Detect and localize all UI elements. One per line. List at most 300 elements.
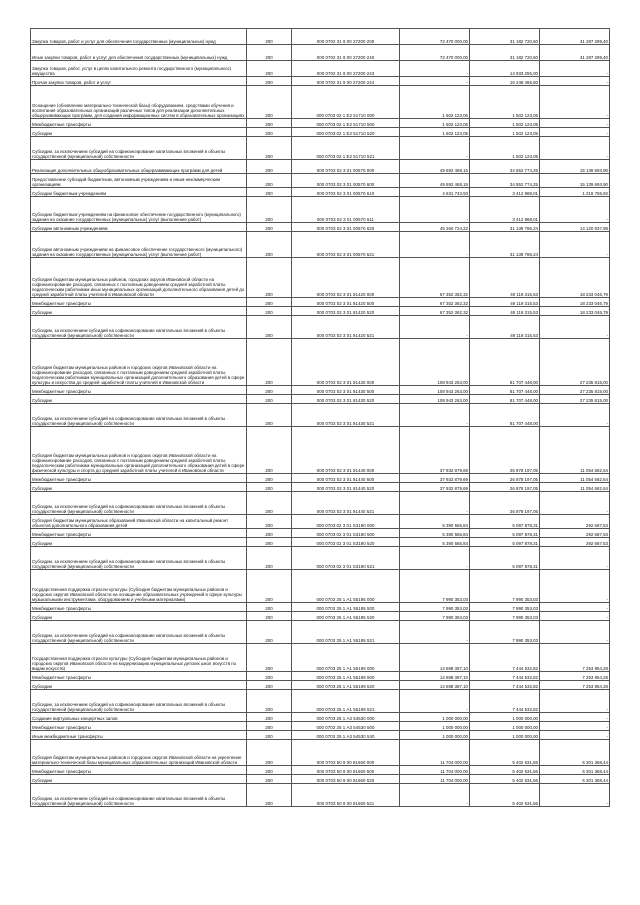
line-code-cell: 200: [247, 160, 292, 174]
approved-amount-cell: 67 352 362,32: [400, 298, 470, 307]
line-code-cell: 200: [247, 61, 292, 77]
table-row: [31, 766, 610, 775]
row-name-cell: Субсидии, за исключением субсидий на софинансирование капитальных вложений в объекты государственной (муниципальной) собственности: [31, 404, 247, 427]
table-row: [31, 570, 610, 603]
table-row: [31, 644, 610, 672]
line-code-cell: 200: [247, 386, 292, 395]
approved-amount-cell: 7 990 353,03: [400, 603, 470, 612]
table-row: [31, 223, 610, 232]
budget-code-cell: 000 0703 02 1 Е2 51710 521: [292, 137, 400, 160]
line-code-cell: 200: [247, 232, 292, 258]
executed-amount-cell: 31 182 720,60: [470, 45, 540, 61]
table-row: [31, 603, 610, 612]
budget-code-cell: 000 0703 02 3 01 81430 520: [292, 395, 400, 404]
executed-amount-cell: 5 097 878,31: [470, 547, 540, 570]
row-name-cell: Реализация дополнительных общеобразовательных общеразвивающих программ для детей: [31, 160, 247, 174]
row-name-cell: Субсидии, за исключением субсидий на софинансирование капитальных вложений в объекты государственной (муниципальной) собственности: [31, 316, 247, 339]
line-code-cell: 200: [247, 316, 292, 339]
executed-amount-cell: 34 552 774,25: [470, 174, 540, 188]
approved-amount-cell: 1 502 123,05: [400, 86, 470, 119]
budget-code-cell: 000 0703 02 3 01 81440 521: [292, 492, 400, 515]
executed-amount-cell: 7 444 532,82: [470, 690, 540, 713]
line-code-cell: 200: [247, 538, 292, 547]
line-code-cell: 200: [247, 713, 292, 722]
executed-amount-cell: 26 878 197,05: [470, 427, 540, 474]
table-row: [31, 784, 610, 807]
line-code-cell: 200: [247, 621, 292, 644]
budget-code-cell: 000 0703 25 1 А1 55199 000: [292, 644, 400, 672]
executed-amount-cell: 5 402 631,56: [470, 740, 540, 766]
executed-amount-cell: 1 000 000,00: [470, 731, 540, 740]
line-code-cell: 200: [247, 731, 292, 740]
budget-code-cell: 000 0703 02 3 01 00570 621: [292, 232, 400, 258]
budget-code-cell: 000 0703 25 1 А1 55199 520: [292, 681, 400, 690]
line-code-cell: 200: [247, 492, 292, 515]
row-name-cell: Субсидии, за исключением субсидий на софинансирование капитальных вложений в объекты государственной (муниципальной) собственности: [31, 690, 247, 713]
budget-code-cell: 000 0702 31 9 00 27200 244: [292, 77, 400, 86]
budget-code-cell: 000 0703 02 3 01 81440 500: [292, 474, 400, 483]
row-name-cell: Субсидии: [31, 775, 247, 784]
budget-code-cell: 000 0703 02 3 01 81420 000: [292, 258, 400, 298]
row-name-cell: Межбюджетные трансферты: [31, 298, 247, 307]
table-row: [31, 197, 610, 223]
unexecuted-amount-cell: -: [540, 547, 610, 570]
budget-code-cell: 000 0703 02 1 Е2 51710 520: [292, 128, 400, 137]
approved-amount-cell: -: [400, 61, 470, 77]
table-row: [31, 538, 610, 547]
table-row: [31, 395, 610, 404]
row-name-cell: Субсидии, за исключением субсидий на софинансирование капитальных вложений в объекты государственной (муниципальной) собственности: [31, 784, 247, 807]
executed-amount-cell: 34 552 774,25: [470, 160, 540, 174]
unexecuted-amount-cell: -: [540, 86, 610, 119]
unexecuted-amount-cell: 41 287 289,40: [540, 45, 610, 61]
unexecuted-amount-cell: 11 054 682,64: [540, 474, 610, 483]
budget-code-cell: 000 0703 50 9 00 81660 000: [292, 740, 400, 766]
approved-amount-cell: -: [400, 621, 470, 644]
unexecuted-amount-cell: -: [540, 61, 610, 77]
unexecuted-amount-cell: 7 253 854,28: [540, 644, 610, 672]
table-row: [31, 731, 610, 740]
approved-amount-cell: 72 470 000,00: [400, 29, 470, 45]
unexecuted-amount-cell: -: [540, 784, 610, 807]
unexecuted-amount-cell: 41 287 289,40: [540, 29, 610, 45]
budget-code-cell: 000 0703 02 3 01 S3190 500: [292, 529, 400, 538]
table-row: [31, 713, 610, 722]
budget-code-cell: 000 0703 25 1 А1 55199 500: [292, 672, 400, 681]
approved-amount-cell: 5 390 565,84: [400, 538, 470, 547]
table-row: [31, 672, 610, 681]
executed-amount-cell: 7 990 353,03: [470, 570, 540, 603]
budget-code-cell: 000 0702 31 9 00 27200 200: [292, 29, 400, 45]
row-name-cell: Субсидия бюджетам муниципальных районов и городских округов Ивановской области на софинансирование расходов, связанных с поэтапным доведением средней заработной платы педагогическим работникам муниципальных организаций дополнительного образования детей в сфере физической культуры и спорта до средней заработной платы учителей в Ивановской области: [31, 427, 247, 474]
table-row: [31, 307, 610, 316]
table-row: [31, 137, 610, 160]
table-row: [31, 29, 610, 45]
row-name-cell: Субсидии: [31, 395, 247, 404]
approved-amount-cell: 1 000 000,00: [400, 731, 470, 740]
unexecuted-amount-cell: 292 687,53: [540, 538, 610, 547]
line-code-cell: 200: [247, 722, 292, 731]
row-name-cell: Государственная поддержка отрасли культуры (Субсидия бюджетам муниципальных районов и городских округов Ивановской области на модернизацию муниципальных детских школ искусств по видам искусств): [31, 644, 247, 672]
line-code-cell: 200: [247, 128, 292, 137]
row-name-cell: Межбюджетные трансферты: [31, 529, 247, 538]
approved-amount-cell: 108 943 263,00: [400, 395, 470, 404]
table-body: [31, 29, 610, 807]
executed-amount-cell: 81 707 448,00: [470, 404, 540, 427]
executed-amount-cell: 7 444 532,82: [470, 672, 540, 681]
executed-amount-cell: 7 444 532,82: [470, 681, 540, 690]
table-row: [31, 45, 610, 61]
unexecuted-amount-cell: -: [540, 137, 610, 160]
row-name-cell: Межбюджетные трансферты: [31, 474, 247, 483]
budget-code-cell: 000 0703 02 3 01 00570 600: [292, 174, 400, 188]
table-row: [31, 160, 610, 174]
unexecuted-amount-cell: 11 054 682,64: [540, 483, 610, 492]
table-row: [31, 740, 610, 766]
line-code-cell: 200: [247, 681, 292, 690]
approved-amount-cell: 1 502 123,05: [400, 119, 470, 128]
approved-amount-cell: 5 390 565,84: [400, 515, 470, 529]
budget-code-cell: 000 0702 31 9 00 27200 240: [292, 45, 400, 61]
budget-code-cell: 000 0703 02 3 01 81420 520: [292, 307, 400, 316]
approved-amount-cell: 37 932 879,69: [400, 483, 470, 492]
budget-code-cell: 000 0703 50 9 00 81660 520: [292, 775, 400, 784]
approved-amount-cell: -: [400, 197, 470, 223]
executed-amount-cell: 31 182 720,60: [470, 29, 540, 45]
budget-code-cell: 000 0703 02 3 01 81430 500: [292, 386, 400, 395]
executed-amount-cell: 49 119 315,53: [470, 307, 540, 316]
line-code-cell: 200: [247, 766, 292, 775]
unexecuted-amount-cell: -: [540, 197, 610, 223]
line-code-cell: 200: [247, 690, 292, 713]
line-code-cell: 200: [247, 784, 292, 807]
line-code-cell: 200: [247, 529, 292, 538]
executed-amount-cell: 14 933 255,00: [470, 61, 540, 77]
unexecuted-amount-cell: -: [540, 621, 610, 644]
table-row: [31, 404, 610, 427]
executed-amount-cell: 1 502 123,05: [470, 86, 540, 119]
table-row: [31, 515, 610, 529]
budget-code-cell: 000 0703 02 3 01 81420 500: [292, 298, 400, 307]
budget-code-cell: 000 0703 02 3 01 00570 611: [292, 197, 400, 223]
budget-report-sheet: [30, 28, 609, 807]
executed-amount-cell: 1 000 000,00: [470, 722, 540, 731]
table-row: [31, 681, 610, 690]
table-row: [31, 77, 610, 86]
unexecuted-amount-cell: -: [540, 722, 610, 731]
table-row: [31, 258, 610, 298]
unexecuted-amount-cell: 15 139 693,90: [540, 174, 610, 188]
row-name-cell: Иные межбюджетные трансферты: [31, 731, 247, 740]
table-row: [31, 690, 610, 713]
line-code-cell: 200: [247, 395, 292, 404]
line-code-cell: 200: [247, 258, 292, 298]
line-code-cell: 200: [247, 570, 292, 603]
row-name-cell: Межбюджетные трансферты: [31, 722, 247, 731]
budget-code-cell: 000 0703 02 1 Е2 51710 500: [292, 119, 400, 128]
unexecuted-amount-cell: -: [540, 492, 610, 515]
unexecuted-amount-cell: -: [540, 713, 610, 722]
line-code-cell: 200: [247, 86, 292, 119]
approved-amount-cell: 108 943 263,00: [400, 386, 470, 395]
table-row: [31, 547, 610, 570]
table-row: [31, 119, 610, 128]
table-row: [31, 128, 610, 137]
approved-amount-cell: 1 000 000,00: [400, 713, 470, 722]
line-code-cell: 200: [247, 427, 292, 474]
unexecuted-amount-cell: 18 233 046,79: [540, 258, 610, 298]
approved-amount-cell: 7 990 353,03: [400, 570, 470, 603]
executed-amount-cell: 1 000 000,00: [470, 713, 540, 722]
line-code-cell: 200: [247, 174, 292, 188]
unexecuted-amount-cell: 6 301 368,44: [540, 740, 610, 766]
unexecuted-amount-cell: -: [540, 731, 610, 740]
line-code-cell: 200: [247, 644, 292, 672]
approved-amount-cell: 11 704 000,00: [400, 766, 470, 775]
table-row: [31, 61, 610, 77]
table-row: [31, 492, 610, 515]
unexecuted-amount-cell: -: [540, 232, 610, 258]
unexecuted-amount-cell: 18 233 046,79: [540, 307, 610, 316]
executed-amount-cell: 81 707 448,00: [470, 339, 540, 386]
row-name-cell: Субсидия бюджетам муниципальных образований Ивановской области на капитальный ремонт объектов дополнительного образования детей: [31, 515, 247, 529]
table-row: [31, 529, 610, 538]
unexecuted-amount-cell: 7 253 854,28: [540, 672, 610, 681]
row-name-cell: Межбюджетные трансферты: [31, 119, 247, 128]
table-row: [31, 612, 610, 621]
executed-amount-cell: 3 412 988,01: [470, 197, 540, 223]
row-name-cell: Субсидия бюджетам муниципальных районов, городских округов Ивановской области на софинансирование расходов, связанных с поэтапным доведением средней заработной платы педагогическим работникам иных муниципальных организаций дополнительного образования детей до средней заработной платы учителей в Ивановской области: [31, 258, 247, 298]
row-name-cell: Субсидии, за исключением субсидий на софинансирование капитальных вложений в объекты государственной (муниципальной) собственности: [31, 547, 247, 570]
executed-amount-cell: 3 412 988,01: [470, 188, 540, 197]
unexecuted-amount-cell: -: [540, 690, 610, 713]
unexecuted-amount-cell: -: [540, 612, 610, 621]
row-name-cell: Закупка товаров, работ, услуг в целях капитального ремонта государственного (муниципального) имущества: [31, 61, 247, 77]
table-row: [31, 339, 610, 386]
executed-amount-cell: 7 990 353,03: [470, 612, 540, 621]
approved-amount-cell: 67 352 362,32: [400, 307, 470, 316]
row-name-cell: Субсидии: [31, 128, 247, 137]
line-code-cell: 200: [247, 29, 292, 45]
unexecuted-amount-cell: 292 687,53: [540, 529, 610, 538]
row-name-cell: Субсидии: [31, 538, 247, 547]
line-code-cell: 200: [247, 45, 292, 61]
executed-amount-cell: 31 139 786,24: [470, 223, 540, 232]
approved-amount-cell: 4 631 743,93: [400, 188, 470, 197]
unexecuted-amount-cell: 27 235 815,00: [540, 395, 610, 404]
approved-amount-cell: -: [400, 547, 470, 570]
executed-amount-cell: 49 119 315,53: [470, 258, 540, 298]
executed-amount-cell: 5 402 631,56: [470, 766, 540, 775]
line-code-cell: 200: [247, 339, 292, 386]
row-name-cell: Субсидии, за исключением субсидий на софинансирование капитальных вложений в объекты государственной (муниципальной) собственности: [31, 492, 247, 515]
unexecuted-amount-cell: 292 687,53: [540, 515, 610, 529]
table-row: [31, 188, 610, 197]
approved-amount-cell: -: [400, 137, 470, 160]
executed-amount-cell: 5 097 878,31: [470, 538, 540, 547]
executed-amount-cell: 1 502 123,05: [470, 137, 540, 160]
approved-amount-cell: 49 692 468,15: [400, 174, 470, 188]
approved-amount-cell: -: [400, 784, 470, 807]
row-name-cell: Субсидии автономным учреждениям на финансовое обеспечение государственного (муниципального) задания на оказание государственных (муниципальных) услуг (выполнение работ): [31, 232, 247, 258]
unexecuted-amount-cell: -: [540, 404, 610, 427]
row-name-cell: Субсидии автономным учреждениям: [31, 223, 247, 232]
line-code-cell: 200: [247, 404, 292, 427]
approved-amount-cell: 7 990 353,03: [400, 612, 470, 621]
approved-amount-cell: 108 943 263,00: [400, 339, 470, 386]
budget-code-cell: 000 0703 25 1 А1 55195 520: [292, 612, 400, 621]
budget-code-cell: 000 0703 25 1 А1 55199 521: [292, 690, 400, 713]
budget-code-cell: 000 0703 02 3 01 S3190 000: [292, 515, 400, 529]
line-code-cell: 200: [247, 137, 292, 160]
table-row: [31, 427, 610, 474]
row-name-cell: Межбюджетные трансферты: [31, 672, 247, 681]
line-code-cell: 200: [247, 603, 292, 612]
approved-amount-cell: 1 000 000,00: [400, 722, 470, 731]
approved-amount-cell: 14 698 387,10: [400, 672, 470, 681]
row-name-cell: Межбюджетные трансферты: [31, 766, 247, 775]
approved-amount-cell: -: [400, 690, 470, 713]
line-code-cell: 200: [247, 547, 292, 570]
table-row: [31, 86, 610, 119]
budget-code-cell: 000 0703 02 3 01 00570 620: [292, 223, 400, 232]
line-code-cell: 200: [247, 474, 292, 483]
row-name-cell: Прочая закупка товаров, работ и услуг: [31, 77, 247, 86]
row-name-cell: Субсидии: [31, 681, 247, 690]
executed-amount-cell: 7 444 532,82: [470, 644, 540, 672]
table-row: [31, 232, 610, 258]
executed-amount-cell: 7 990 353,03: [470, 603, 540, 612]
approved-amount-cell: 37 932 879,69: [400, 427, 470, 474]
row-name-cell: Субсидия бюджетам муниципальных районов и городских округов Ивановской области на укрепление материально-технической базы муниципальных образовательных организаций Ивановской области: [31, 740, 247, 766]
table-row: [31, 316, 610, 339]
row-name-cell: Государственная поддержка отрасли культуры (Субсидия бюджетам муниципальных районов и городских округов Ивановской области на оснащение образовательных учреждений в сфере культуры музыкальными инструментами, оборудованием и учебными материалами): [31, 570, 247, 603]
table-row: [31, 775, 610, 784]
approved-amount-cell: 67 352 362,32: [400, 258, 470, 298]
row-name-cell: Иные закупки товаров, работ и услуг для обеспечения государственных (муниципальных) нужд: [31, 45, 247, 61]
budget-code-cell: 000 0703 25 1 А3 54530 540: [292, 731, 400, 740]
table-row: [31, 174, 610, 188]
row-name-cell: Создание виртуальных концертных залов: [31, 713, 247, 722]
table-row: [31, 621, 610, 644]
row-name-cell: Субсидии, за исключением субсидий на софинансирование капитальных вложений в объекты государственной (муниципальной) собственности: [31, 137, 247, 160]
row-name-cell: Субсидия бюджетам муниципальных районов и городских округов Ивановской области на софинансирование расходов, связанных с поэтапным доведением средней заработной платы педагогическим работникам муниципальных организаций дополнительного образования детей в сфере культуры и искусства до средней заработной платы учителей в Ивановской области: [31, 339, 247, 386]
table-row: [31, 386, 610, 395]
budget-code-cell: 000 0703 02 3 01 81430 521: [292, 404, 400, 427]
budget-code-cell: 000 0703 02 3 01 00570 610: [292, 188, 400, 197]
approved-amount-cell: -: [400, 316, 470, 339]
table-row: [31, 298, 610, 307]
budget-code-cell: 000 0703 02 3 01 81420 521: [292, 316, 400, 339]
budget-code-cell: 000 0703 02 1 Е2 51710 000: [292, 86, 400, 119]
unexecuted-amount-cell: 6 301 368,44: [540, 766, 610, 775]
approved-amount-cell: 45 260 724,22: [400, 223, 470, 232]
executed-amount-cell: 5 097 878,31: [470, 529, 540, 538]
executed-amount-cell: 16 249 465,60: [470, 77, 540, 86]
budget-code-cell: 000 0703 25 1 А1 55195 500: [292, 603, 400, 612]
table-row: [31, 483, 610, 492]
unexecuted-amount-cell: 14 120 937,98: [540, 223, 610, 232]
approved-amount-cell: -: [400, 404, 470, 427]
unexecuted-amount-cell: 27 235 815,00: [540, 386, 610, 395]
approved-amount-cell: 11 704 000,00: [400, 775, 470, 784]
line-code-cell: 200: [247, 77, 292, 86]
row-name-cell: Межбюджетные трансферты: [31, 603, 247, 612]
unexecuted-amount-cell: -: [540, 316, 610, 339]
approved-amount-cell: 5 390 565,84: [400, 529, 470, 538]
approved-amount-cell: -: [400, 77, 470, 86]
unexecuted-amount-cell: -: [540, 570, 610, 603]
approved-amount-cell: -: [400, 232, 470, 258]
approved-amount-cell: 37 932 879,69: [400, 474, 470, 483]
row-name-cell: Оснащение (обновление материально-технической базы) оборудованием, средствами обучения и воспитания образовательных организаций различных типов для реализации дополнительных общеразвивающих программ, для создания информационных систем в образовательных организациях: [31, 86, 247, 119]
line-code-cell: 200: [247, 119, 292, 128]
row-name-cell: Субсидии, за исключением субсидий на софинансирование капитальных вложений в объекты государственной (муниципальной) собственности: [31, 621, 247, 644]
row-name-cell: Субсидии бюджетным учреждениям: [31, 188, 247, 197]
executed-amount-cell: 81 707 448,00: [470, 395, 540, 404]
unexecuted-amount-cell: 7 253 854,28: [540, 681, 610, 690]
unexecuted-amount-cell: 1 218 755,92: [540, 188, 610, 197]
executed-amount-cell: 1 502 123,05: [470, 119, 540, 128]
executed-amount-cell: 81 707 448,00: [470, 386, 540, 395]
unexecuted-amount-cell: -: [540, 119, 610, 128]
row-name-cell: Субсидии: [31, 612, 247, 621]
budget-code-cell: 000 0703 25 1 А3 54530 000: [292, 713, 400, 722]
unexecuted-amount-cell: 11 054 682,64: [540, 427, 610, 474]
budget-code-cell: 000 0702 31 9 00 27200 243: [292, 61, 400, 77]
row-name-cell: Закупка товаров, работ и услуг для обеспечения государственных (муниципальных) нужд: [31, 29, 247, 45]
budget-code-cell: 000 0703 02 3 01 S3190 521: [292, 547, 400, 570]
line-code-cell: 200: [247, 298, 292, 307]
budget-code-cell: 000 0703 25 1 А1 55195 521: [292, 621, 400, 644]
approved-amount-cell: 14 698 387,10: [400, 644, 470, 672]
budget-code-cell: 000 0703 02 3 01 S3190 520: [292, 538, 400, 547]
executed-amount-cell: 49 119 315,53: [470, 298, 540, 307]
executed-amount-cell: 26 878 197,05: [470, 483, 540, 492]
line-code-cell: 200: [247, 740, 292, 766]
approved-amount-cell: -: [400, 492, 470, 515]
budget-code-cell: 000 0703 50 9 00 81660 521: [292, 784, 400, 807]
unexecuted-amount-cell: 18 233 046,79: [540, 298, 610, 307]
unexecuted-amount-cell: 15 139 693,90: [540, 160, 610, 174]
budget-code-cell: 000 0703 02 3 01 81440 000: [292, 427, 400, 474]
line-code-cell: 200: [247, 775, 292, 784]
line-code-cell: 200: [247, 483, 292, 492]
executed-amount-cell: 26 878 197,05: [470, 474, 540, 483]
approved-amount-cell: 49 692 468,15: [400, 160, 470, 174]
executed-amount-cell: 7 990 353,03: [470, 621, 540, 644]
row-name-cell: Межбюджетные трансферты: [31, 386, 247, 395]
approved-amount-cell: 72 470 000,00: [400, 45, 470, 61]
line-code-cell: 200: [247, 515, 292, 529]
approved-amount-cell: 1 502 123,05: [400, 128, 470, 137]
budget-execution-table: [30, 28, 610, 807]
line-code-cell: 200: [247, 197, 292, 223]
budget-code-cell: 000 0703 02 3 01 81430 000: [292, 339, 400, 386]
budget-code-cell: 000 0703 25 1 А3 54530 500: [292, 722, 400, 731]
unexecuted-amount-cell: 27 235 815,00: [540, 339, 610, 386]
executed-amount-cell: 31 139 786,24: [470, 232, 540, 258]
approved-amount-cell: 11 704 000,00: [400, 740, 470, 766]
table-row: [31, 722, 610, 731]
executed-amount-cell: 5 402 631,56: [470, 784, 540, 807]
budget-code-cell: 000 0703 02 3 01 81440 520: [292, 483, 400, 492]
budget-code-cell: 000 0703 02 3 01 00570 000: [292, 160, 400, 174]
approved-amount-cell: 14 698 387,10: [400, 681, 470, 690]
row-name-cell: Субсидии: [31, 307, 247, 316]
row-name-cell: Предоставление субсидий бюджетным, автономным учреждениям и иным некоммерческим организациям: [31, 174, 247, 188]
unexecuted-amount-cell: -: [540, 77, 610, 86]
